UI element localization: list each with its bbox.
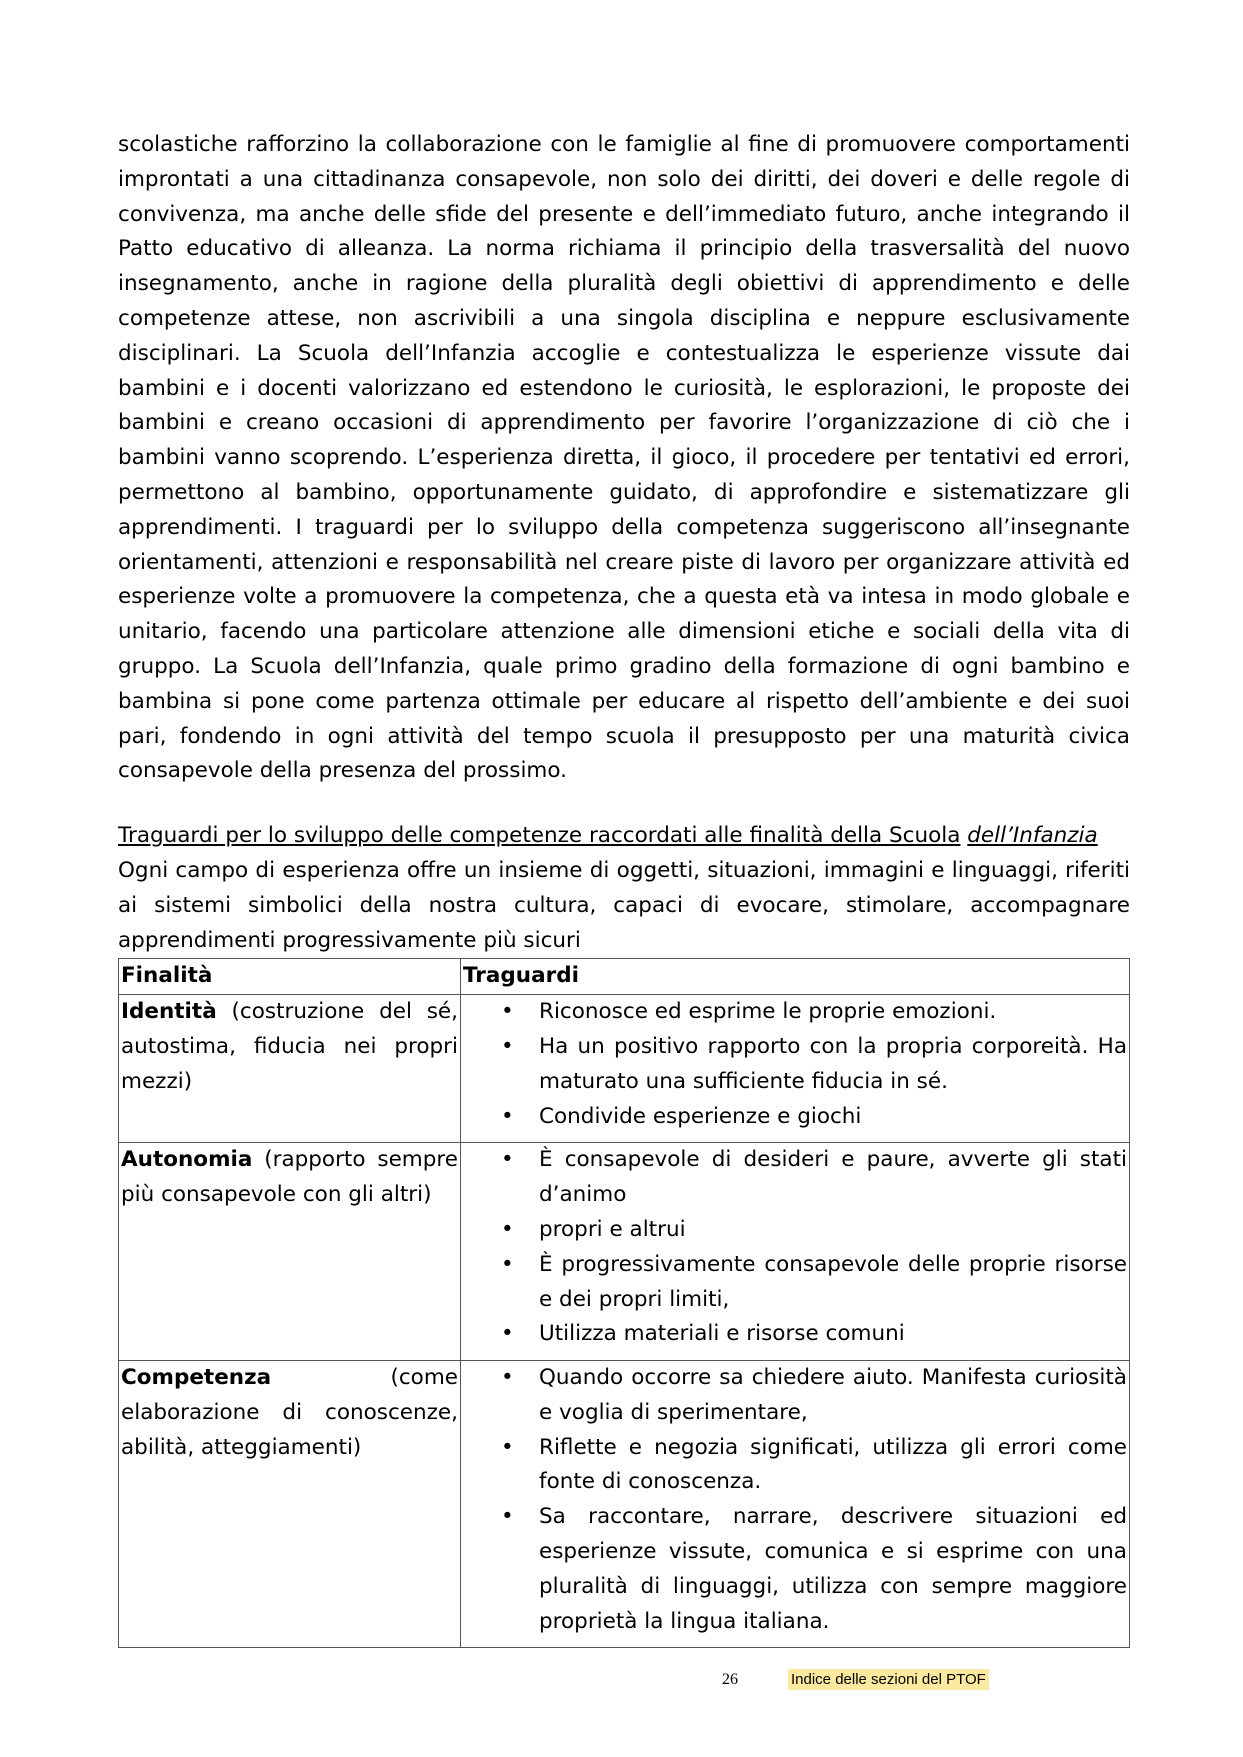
table-row [119,1143,1130,1361]
list-item: • Riconosce ed esprime le proprie emozioni. [463,995,1127,1030]
page-number: 26 [722,1671,738,1688]
finalita-cell [119,995,461,1143]
section-heading [118,819,1130,854]
body-paragraph: scolastiche rafforzino la collaborazione con le famiglie al fine di promuovere comportamenti improntati a una cittadinanza consapevole, non solo dei diritti, dei doveri e delle regole di convivenza, ma anche delle sfide del presente e dell’immediato futuro, anche integrando il Patto educativo di alleanza. La norma richiama il principio della trasversalità del nuovo insegnamento, anche in ragione della pluralità degli obiettivi di apprendimento e delle competenze attese, non ascrivibili a una singola disciplina e neppure esclusivamente disciplinari. La Scuola dell’Infanzia accoglie e contestualizza le esperienze vissute dai bambini e i docenti valorizzano ed estendono le curiosità, le esplorazioni, le proposte dei bambini e creano occasioni di apprendimento per favorire l’organizzazione di ciò che i bambini vanno scoprendo. L’esperienza diretta, il gioco, il procedere per tentativi ed errori, permettono al bambino, opportunamente guidato, di approfondire e sistematizzare gli apprendimenti. I traguardi per lo sviluppo della competenza suggeriscono all’insegnante orientamenti, attenzioni e responsabilità nel creare piste di lavoro per organizzare attività ed esperienze volte a promuovere la competenza, che a questa età va intesa in modo globale e unitario, facendo una particolare attenzione alle dimensioni etiche e sociali della vita di gruppo. La Scuola dell’Infanzia, quale primo gradino della formazione di ogni bambino e bambina si pone come partenza ottimale per educare al rispetto dell’ambiente e dei suoi pari, fondendo in ogni attività del tempo scuola il presupposto per una maturità civica consapevole della presenza del prossimo. [118,132,1130,784]
list-item: • Utilizza materiali e risorse comuni [463,1317,1127,1352]
finalita-description: (costruzione del sé, autostima, fiducia nei propri mezzi) [121,999,458,1094]
table-header-row [119,959,1130,995]
table-row [119,1361,1130,1648]
finalita-cell [119,1143,461,1361]
traguardi-list [463,1143,1127,1360]
finalita-title: Identità [121,999,217,1025]
header-finalita: Finalità [119,959,461,995]
list-item: • Quando occorre sa chiedere aiuto. Manifesta curiosità e voglia di sperimentare, [463,1361,1127,1431]
list-item: • Sa raccontare, narrare, descrivere situazioni ed esperienze vissute, comunica e si esprime con una pluralità di linguaggi, utilizza con sempre maggiore proprietà la lingua italiana. [463,1500,1127,1639]
document-page [118,128,1130,1648]
traguardi-cell [461,995,1130,1143]
traguardi-list [463,995,1127,1142]
index-link[interactable]: Indice delle sezioni del PTOF [788,1669,989,1690]
list-item: • propri e altrui [463,1213,1127,1248]
section-intro: Ogni campo di esperienza offre un insieme di oggetti, situazioni, immagini e linguaggi, riferiti ai sistemi simbolici della nostra cultura, capaci di evocare, stimolare, accompagnare apprendimenti progressivamente più sicuri [118,857,1130,953]
list-item: • Riflette e negozia significati, utilizza gli errori come fonte di conoscenza. [463,1431,1127,1501]
finalita-title: Competenza [121,1365,272,1391]
finalita-description: (rapporto sempre più consapevole con gli altri) [121,1147,458,1208]
header-traguardi: Traguardi [461,959,1130,995]
page-footer [0,1669,1243,1693]
list-item: • È progressivamente consapevole delle proprie risorse e dei propri limiti, [463,1248,1127,1318]
section-heading-italic: dell’Infanzia [967,823,1098,849]
finalita-cell [119,1361,461,1648]
section-heading-text: Traguardi per lo sviluppo delle competenze raccordati alle finalità della Scuola [118,823,961,849]
list-item: • È consapevole di desideri e paure, avverte gli stati d’animo [463,1143,1127,1213]
goals-table [118,958,1130,1648]
traguardi-cell [461,1361,1130,1648]
traguardi-list [463,1361,1127,1647]
list-item: • Condivide esperienze e giochi [463,1100,1127,1135]
finalita-title: Autonomia [121,1147,253,1173]
list-item: • Ha un positivo rapporto con la propria corporeità. Ha maturato una sufficiente fiducia in sé. [463,1030,1127,1100]
traguardi-cell [461,1143,1130,1361]
finalita-description: (come elaborazione di conoscenze, abilità, atteggiamenti) [121,1365,458,1460]
table-row [119,995,1130,1143]
